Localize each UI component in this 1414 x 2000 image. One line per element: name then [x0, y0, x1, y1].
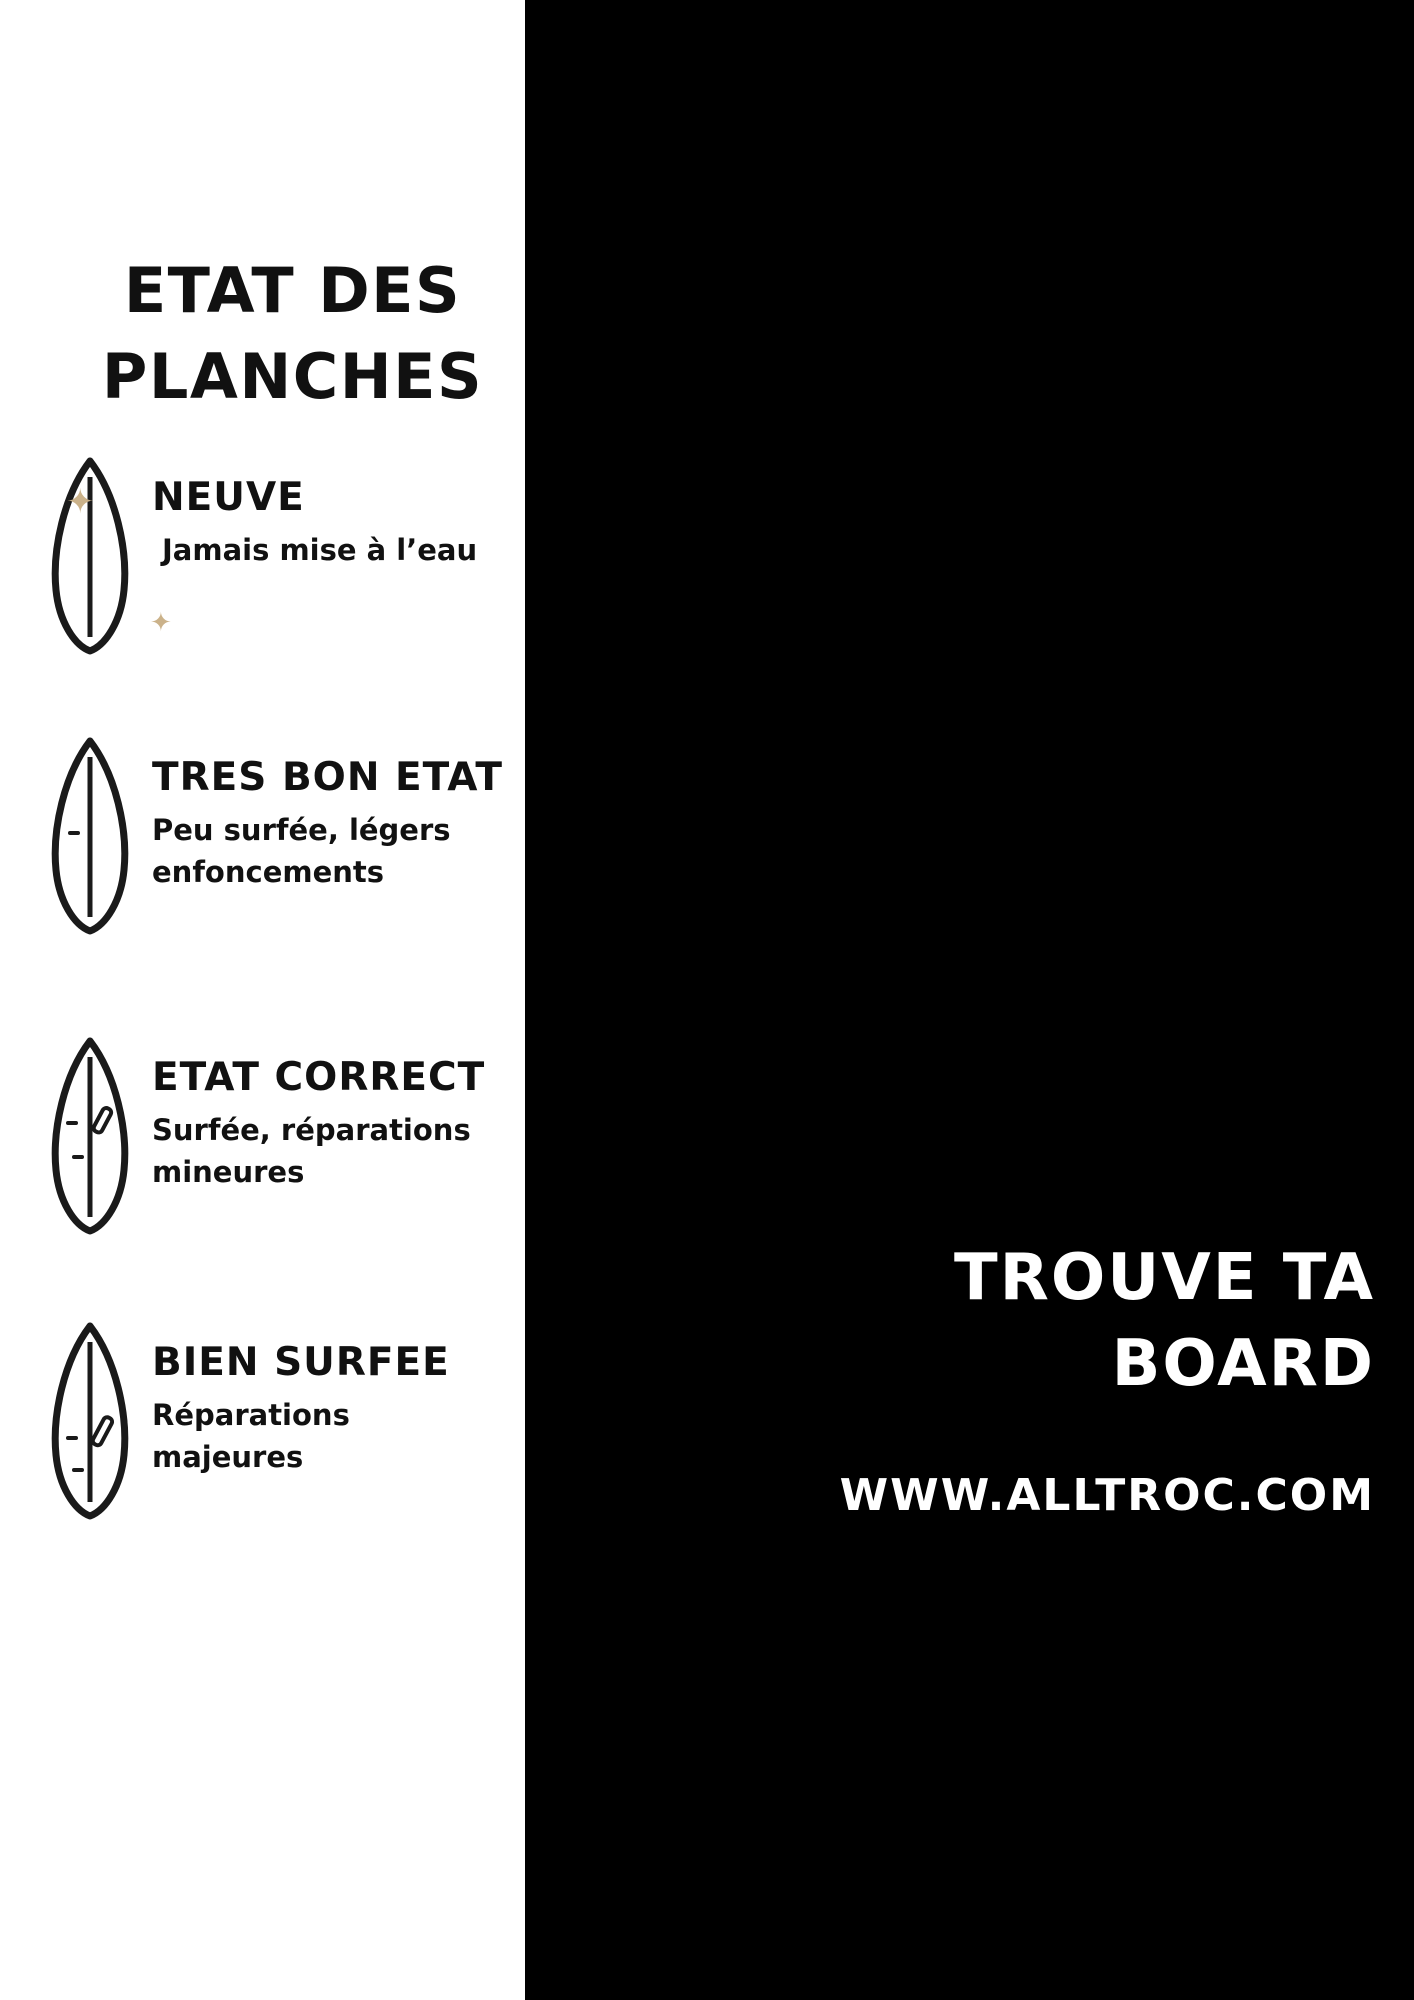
condition-item-neuve: [0, 455, 525, 685]
condition-text-wrap: [152, 1342, 522, 1479]
sparkle-icon: ✦: [66, 482, 95, 522]
right-black-panel: [525, 0, 1414, 2000]
condition-text-wrap: [152, 477, 522, 571]
cta-headline-line-2: BOARD: [1111, 1327, 1375, 1402]
condition-item-etat-correct: [0, 1035, 525, 1265]
condition-description: Peu surfée, légers enfoncements: [152, 813, 451, 890]
condition-item-tres-bon-etat: [0, 735, 525, 965]
surfboard-icon-wrap: [40, 735, 140, 935]
page-title-line-1: ETAT DES: [123, 254, 462, 327]
surfboard-icon-wrap: [40, 1320, 140, 1520]
condition-label: NEUVE: [152, 475, 305, 520]
surfboard-icon: [40, 1035, 140, 1235]
condition-description: Surfée, réparations mineures: [152, 1113, 471, 1190]
condition-text-wrap: [152, 1057, 522, 1194]
condition-description: Réparations majeures: [152, 1398, 350, 1475]
cta-headline: [585, 1235, 1375, 1408]
surfboard-icon-wrap: [40, 1035, 140, 1235]
sparkle-icon: ✦: [150, 608, 172, 638]
page-title: [60, 248, 525, 419]
surfboard-icon: [40, 735, 140, 935]
surfboard-icon: [40, 1320, 140, 1520]
surfboard-icon-wrap: [40, 455, 172, 655]
cta-headline-line-1: TROUVE TA: [953, 1241, 1375, 1315]
condition-label: TRES BON ETAT: [152, 755, 504, 800]
website-url[interactable]: WWW.ALLTROC.COM: [839, 1470, 1375, 1521]
condition-label: BIEN SURFEE: [152, 1340, 450, 1385]
condition-label: ETAT CORRECT: [152, 1055, 486, 1100]
condition-item-bien-surfee: [0, 1320, 525, 1550]
condition-description: Jamais mise à l’eau: [162, 533, 478, 568]
condition-text-wrap: [152, 757, 522, 894]
page-title-line-2: PLANCHES: [101, 339, 484, 413]
